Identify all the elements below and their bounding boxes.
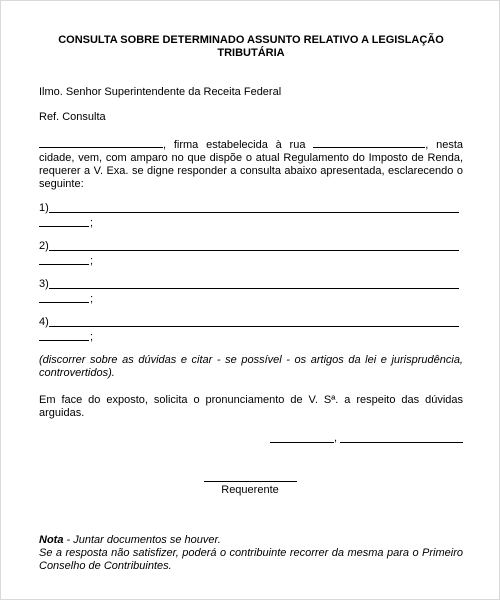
note-label: Nota: [39, 534, 64, 546]
date-blank[interactable]: [340, 442, 463, 443]
item-end: ;: [90, 217, 94, 229]
signature-label: Requerente: [221, 484, 279, 496]
item-number: 1): [39, 202, 49, 214]
signature-line[interactable]: [204, 481, 297, 482]
item-end: ;: [90, 255, 94, 267]
item-blank-line-short[interactable]: [39, 340, 89, 341]
consultation-item-3: [39, 278, 463, 308]
document-title: CONSULTA SOBRE DETERMINADO ASSUNTO RELATIVO A LEGISLAÇÃO TRIBUTÁRIA: [58, 34, 444, 59]
intro-paragraph: [39, 137, 463, 191]
instruction-text: (discorrer sobre as dúvidas e citar - se possível - os artigos da lei e jurisprudência, controvertidos).: [39, 354, 463, 379]
item-end: ;: [90, 293, 94, 305]
consultation-item-4: [39, 316, 463, 346]
item-blank-line-short[interactable]: [39, 302, 89, 303]
consultation-item-2: [39, 240, 463, 270]
item-number: 3): [39, 278, 49, 290]
addressee: Ilmo. Senhor Superintendente da Receita Federal: [39, 86, 282, 98]
item-blank-line-short[interactable]: [39, 264, 89, 265]
item-blank-line[interactable]: [49, 288, 459, 289]
date-separator: ,: [334, 432, 338, 444]
note-line-2: Se a resposta não satisfizer, poderá o contribuinte recorrer da mesma para o Primeiro Conselho de Contribuintes.: [39, 547, 463, 572]
item-blank-line[interactable]: [49, 212, 459, 213]
item-number: 4): [39, 316, 49, 328]
item-blank-line[interactable]: [49, 326, 459, 327]
item-blank-line-short[interactable]: [39, 226, 89, 227]
conclusion-paragraph: Em face do exposto, solicita o pronunciamento de V. Sª. a respeito das dúvidas arguidas.: [39, 394, 463, 419]
item-number: 2): [39, 240, 49, 252]
note-line-1: [39, 534, 463, 547]
intro-text-part2: , nesta cidade, vem, com amparo no que dispõe o atual Regulamento do Imposto de Renda, requerer a V. Exa. se digne responder a consulta abaixo apresentada, esclarecendo o seguinte:: [39, 139, 463, 190]
intro-text-part1: , firma estabelecida à rua: [163, 139, 314, 151]
reference-line: Ref. Consulta: [39, 111, 106, 123]
item-blank-line[interactable]: [49, 250, 459, 251]
street-blank[interactable]: [313, 137, 425, 148]
city-blank[interactable]: [270, 442, 334, 443]
item-end: ;: [90, 331, 94, 343]
note-text: - Juntar documentos se houver.: [63, 534, 221, 546]
consultation-item-1: [39, 202, 463, 232]
company-name-blank[interactable]: [39, 137, 163, 148]
